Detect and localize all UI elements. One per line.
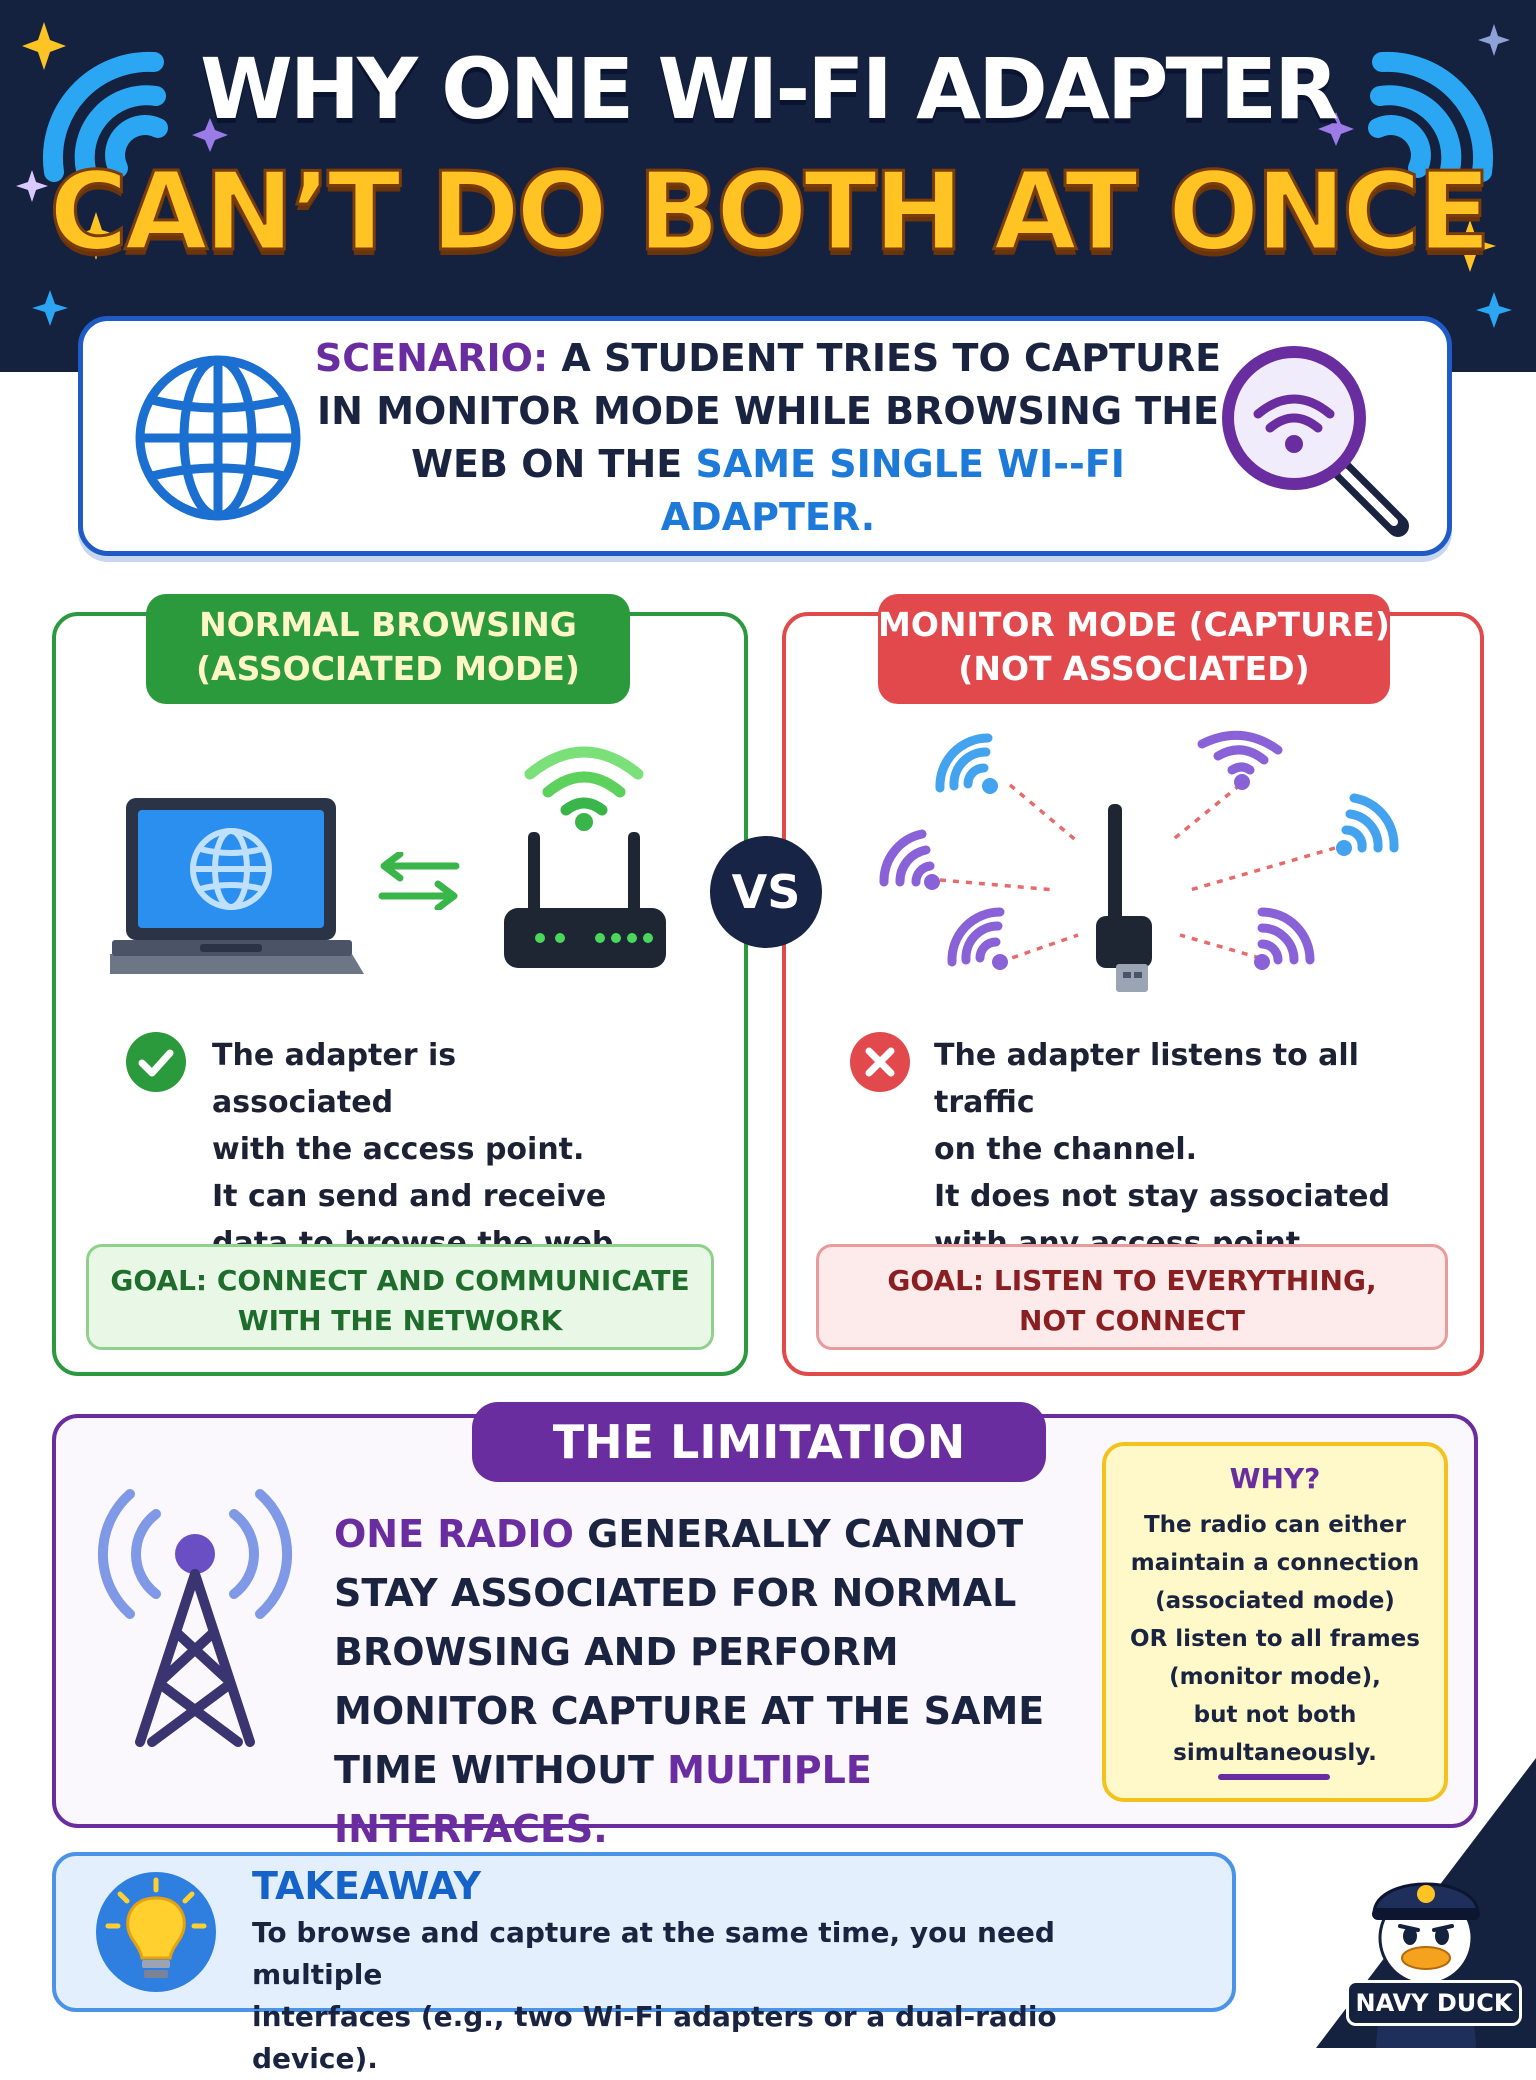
description-line: with the access point. <box>212 1132 585 1167</box>
takeaway-title: TAKEAWAY <box>252 1864 481 1908</box>
scenario-text <box>300 332 1236 544</box>
lightbulb-icon <box>94 1870 218 1994</box>
wifi-icon <box>952 912 1000 962</box>
wifi-icon <box>530 752 638 810</box>
why-line: OR listen to all frames <box>1130 1626 1420 1652</box>
monitor-mode-title-line-1: MONITOR MODE (CAPTURE) <box>878 605 1390 644</box>
normal-browsing-title-line-1: NORMAL BROWSING <box>199 605 577 644</box>
goal-line-2: NOT CONNECT <box>1018 1304 1246 1337</box>
wifi-icon <box>940 738 988 788</box>
router-icon <box>500 736 670 982</box>
title-line-2: CAN’T DO BOTH AT ONCE <box>48 150 1488 275</box>
limitation-highlight-start: ONE RADIO <box>334 1512 574 1556</box>
monitor-mode-title <box>878 594 1390 704</box>
monitor-mode-title-line-2: (NOT ASSOCIATED) <box>958 649 1310 688</box>
why-underline <box>1218 1774 1330 1780</box>
why-line: but not both <box>1193 1702 1357 1728</box>
description-line: The adapter listens to all traffic <box>934 1038 1359 1120</box>
normal-browsing-description <box>212 1032 632 1267</box>
cross-icon <box>848 1030 912 1094</box>
magnifier-wifi-icon <box>1218 344 1414 540</box>
limitation-main-text: GENERALLY CANNOT STAY ASSOCIATED FOR NORMAL BROWSING AND PERFORM MONITOR CAPTURE AT THE SAME TIME WITHOUT <box>334 1512 1045 1792</box>
wifi-icon <box>1262 912 1310 960</box>
why-line: The radio can either <box>1143 1512 1407 1538</box>
why-title: WHY? <box>1229 1462 1321 1495</box>
wifi-icon <box>1202 735 1278 770</box>
description-line: It does not stay associated <box>934 1179 1390 1214</box>
normal-browsing-goal <box>86 1244 714 1350</box>
description-line: It can send and receive <box>212 1179 607 1214</box>
why-line: simultaneously. <box>1173 1740 1377 1766</box>
wifi-icon <box>1346 798 1394 848</box>
why-line: (monitor mode), <box>1169 1664 1381 1690</box>
normal-browsing-title <box>146 594 630 704</box>
goal-line-1: GOAL: LISTEN TO EVERYTHING, <box>887 1264 1377 1297</box>
monitor-illustration <box>850 730 1420 1010</box>
why-line: (associated mode) <box>1155 1588 1395 1614</box>
title-line-1: WHY ONE WI-FI ADAPTER <box>200 40 1336 138</box>
takeaway-line-2: interfaces (e.g., two Wi-Fi adapters or a dual-radio device). <box>252 2000 1057 2075</box>
scenario-main-text: A STUDENT TRIES TO CAPTURE IN MONITOR MODE WHILE BROWSING THE WEB ON THE <box>317 336 1222 486</box>
description-line: on the channel. <box>934 1132 1198 1167</box>
description-line: The adapter is associated <box>212 1038 457 1120</box>
scenario-highlight-text: SAME SINGLE WI--FI ADAPTER. <box>660 442 1125 539</box>
laptop-icon <box>110 794 366 980</box>
wifi-icon <box>884 834 930 882</box>
brand-label: NAVY DUCK <box>1346 1980 1522 2026</box>
goal-line-2: WITH THE NETWORK <box>237 1304 563 1337</box>
why-line: maintain a connection <box>1130 1550 1420 1576</box>
usb-adapter-icon <box>1096 804 1152 992</box>
scenario-label: SCENARIO: <box>314 336 549 380</box>
why-text <box>1112 1506 1438 1772</box>
vs-badge: VS <box>710 836 822 948</box>
limitation-highlight-end: MULTIPLE INTERFACES. <box>334 1748 872 1851</box>
normal-browsing-title-line-2: (ASSOCIATED MODE) <box>195 649 581 688</box>
limitation-title: THE LIMITATION <box>472 1402 1046 1482</box>
exchange-arrows <box>374 852 464 910</box>
takeaway-text <box>252 1912 1172 2080</box>
radio-tower-icon <box>90 1480 300 1750</box>
globe-icon <box>132 352 304 524</box>
monitor-mode-goal <box>816 1244 1448 1350</box>
takeaway-line-1: To browse and capture at the same time, you need multiple <box>252 1916 1055 1991</box>
goal-line-1: GOAL: CONNECT AND COMMUNICATE <box>110 1264 690 1297</box>
check-icon <box>124 1030 188 1094</box>
monitor-mode-description <box>934 1032 1454 1267</box>
limitation-text <box>334 1505 1094 1859</box>
